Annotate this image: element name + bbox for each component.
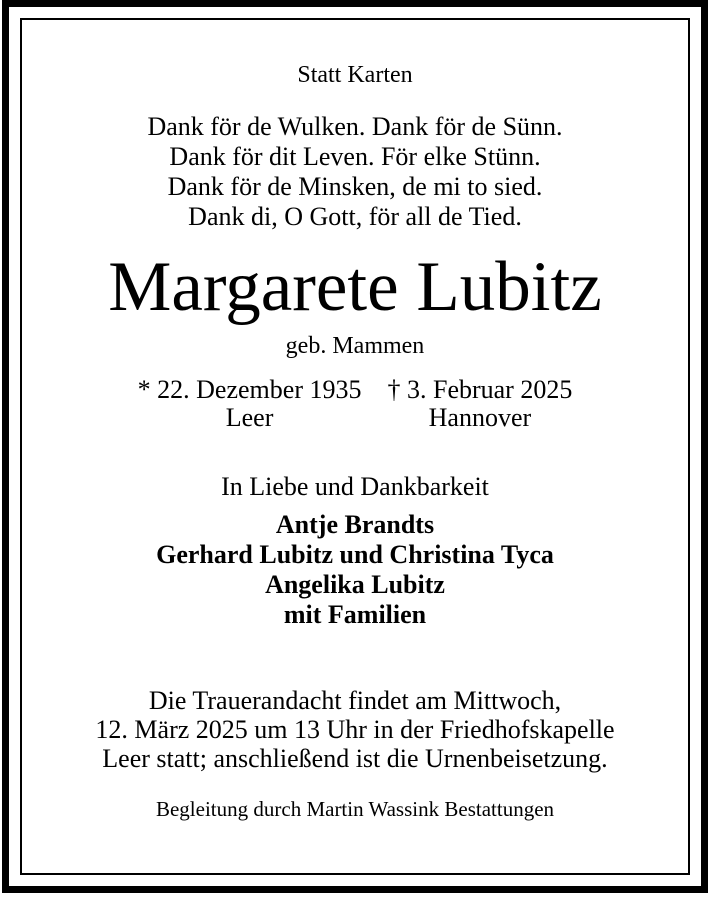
funeral-home-credit: Begleitung durch Martin Wassink Bestattungen xyxy=(155,797,555,821)
pre-header: Statt Karten xyxy=(297,62,413,88)
poem-line: Dank för de Minsken, de mi to sied. xyxy=(167,172,543,201)
mourner-line: Angelika Lubitz xyxy=(265,570,445,599)
memorial-poem xyxy=(22,112,688,232)
service-line: 12. März 2025 um 13 Uhr in der Friedhofskapelle xyxy=(95,715,615,744)
birth-symbol: * xyxy=(137,375,151,404)
service-line: Leer statt; anschließend ist die Urnenbeisetzung. xyxy=(102,744,608,773)
deceased-name: Margarete Lubitz xyxy=(108,248,602,326)
mourners-list xyxy=(22,510,688,630)
mourning-intro: In Liebe und Dankbarkeit xyxy=(221,472,489,501)
service-announcement xyxy=(22,686,688,773)
service-line: Die Trauerandacht findet am Mittwoch, xyxy=(148,686,562,715)
maiden-name: geb. Mammen xyxy=(285,333,425,359)
death-date: 3. Februar 2025 xyxy=(406,375,573,404)
death-symbol: † xyxy=(387,375,401,404)
poem-line: Dank di, O Gott, för all de Tied. xyxy=(188,202,522,231)
outer-border-frame xyxy=(2,0,708,893)
mourner-line: Antje Brandts xyxy=(275,510,435,539)
birth-place: Leer xyxy=(225,403,274,432)
mourner-line: Gerhard Lubitz und Christina Tyca xyxy=(156,540,554,569)
inner-border-frame xyxy=(20,18,690,875)
birth-date: 22. Dezember 1935 xyxy=(157,375,362,404)
mourner-line: mit Familien xyxy=(283,600,427,629)
death-date-line xyxy=(387,376,572,404)
birth-date-line xyxy=(138,376,362,404)
death-info xyxy=(387,376,572,432)
poem-line: Dank för de Wulken. Dank för de Sünn. xyxy=(147,112,563,141)
death-place: Hannover xyxy=(428,403,532,432)
life-dates xyxy=(22,376,688,432)
poem-line: Dank för dit Leven. För elke Stünn. xyxy=(169,142,541,171)
birth-info xyxy=(138,376,362,432)
